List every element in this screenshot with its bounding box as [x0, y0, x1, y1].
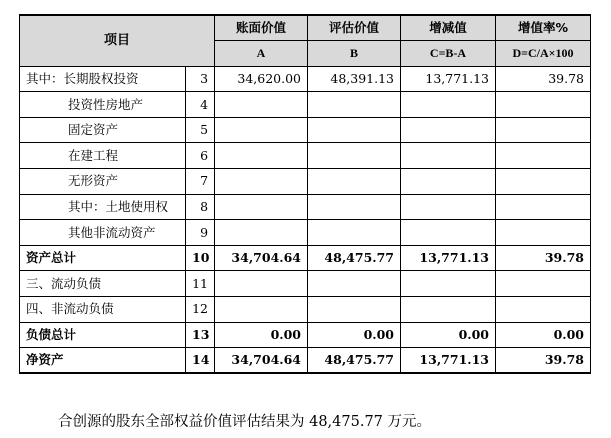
cell-change: 13,771.13	[401, 245, 496, 271]
cell-change	[401, 92, 496, 118]
table-body	[20, 66, 591, 373]
cell-change-rate	[496, 92, 591, 118]
cell-change	[401, 117, 496, 143]
table-row	[20, 220, 591, 246]
cell-appraised-value	[308, 271, 401, 297]
row-label: 无形资产	[20, 169, 186, 195]
cell-book-value: 0.00	[215, 322, 308, 348]
row-line-number: 7	[186, 169, 215, 195]
cell-change	[401, 220, 496, 246]
cell-appraised-value: 48,475.77	[308, 245, 401, 271]
row-label: 投资性房地产	[20, 92, 186, 118]
cell-change-rate	[496, 220, 591, 246]
table-row	[20, 245, 591, 271]
row-label: 其中：长期股权投资	[20, 66, 186, 92]
row-line-number: 9	[186, 220, 215, 246]
row-line-number: 4	[186, 92, 215, 118]
cell-change	[401, 194, 496, 220]
cell-change: 13,771.13	[401, 66, 496, 92]
cell-change-rate: 39.78	[496, 245, 591, 271]
table-row	[20, 322, 591, 348]
cell-change-rate	[496, 169, 591, 195]
cell-appraised-value	[308, 117, 401, 143]
row-label: 其中：土地使用权	[20, 194, 186, 220]
cell-change	[401, 297, 496, 323]
row-line-number: 11	[186, 271, 215, 297]
table-row	[20, 194, 591, 220]
row-label: 净资产	[20, 348, 186, 374]
cell-book-value: 34,704.64	[215, 245, 308, 271]
cell-book-value	[215, 194, 308, 220]
valuation-result-note: 合创源的股东全部权益价值评估结果为 48,475.77 万元。	[58, 414, 432, 430]
cell-change-rate: 39.78	[496, 66, 591, 92]
row-line-number: 13	[186, 322, 215, 348]
cell-appraised-value	[308, 169, 401, 195]
header-col-b: B	[308, 41, 401, 67]
cell-appraised-value	[308, 92, 401, 118]
header-col-c: C=B-A	[401, 41, 496, 67]
cell-book-value	[215, 117, 308, 143]
table-row	[20, 143, 591, 169]
cell-change-rate: 39.78	[496, 348, 591, 374]
cell-change-rate: 0.00	[496, 322, 591, 348]
cell-appraised-value: 0.00	[308, 322, 401, 348]
cell-change-rate	[496, 143, 591, 169]
table-row	[20, 66, 591, 92]
cell-change: 13,771.13	[401, 348, 496, 374]
cell-change	[401, 169, 496, 195]
row-label: 其他非流动资产	[20, 220, 186, 246]
row-line-number: 6	[186, 143, 215, 169]
row-line-number: 3	[186, 66, 215, 92]
header-col-a: A	[215, 41, 308, 67]
header-col-d: D=C/A×100	[496, 41, 591, 67]
cell-book-value	[215, 271, 308, 297]
cell-appraised-value	[308, 220, 401, 246]
cell-book-value	[215, 220, 308, 246]
cell-change: 0.00	[401, 322, 496, 348]
header-book-value: 账面价值	[215, 15, 308, 41]
cell-appraised-value	[308, 194, 401, 220]
cell-book-value: 34,620.00	[215, 66, 308, 92]
row-label: 在建工程	[20, 143, 186, 169]
cell-change-rate	[496, 117, 591, 143]
row-line-number: 14	[186, 348, 215, 374]
table-row	[20, 169, 591, 195]
row-label: 三、流动负债	[20, 271, 186, 297]
valuation-summary-table	[19, 14, 591, 374]
row-line-number: 8	[186, 194, 215, 220]
cell-book-value	[215, 169, 308, 195]
header-change: 增减值	[401, 15, 496, 41]
header-change-rate: 增值率%	[496, 15, 591, 41]
cell-change	[401, 271, 496, 297]
row-line-number: 5	[186, 117, 215, 143]
cell-change	[401, 143, 496, 169]
cell-change-rate	[496, 194, 591, 220]
cell-change-rate	[496, 297, 591, 323]
cell-appraised-value: 48,391.13	[308, 66, 401, 92]
table-row	[20, 117, 591, 143]
cell-book-value: 34,704.64	[215, 348, 308, 374]
row-line-number: 12	[186, 297, 215, 323]
cell-book-value	[215, 143, 308, 169]
cell-book-value	[215, 297, 308, 323]
cell-book-value	[215, 92, 308, 118]
row-line-number: 10	[186, 245, 215, 271]
table-row	[20, 92, 591, 118]
table-row	[20, 348, 591, 374]
valuation-table-container	[19, 14, 591, 374]
table-row	[20, 271, 591, 297]
header-appraised-value: 评估价值	[308, 15, 401, 41]
cell-appraised-value: 48,475.77	[308, 348, 401, 374]
header-item: 项目	[20, 15, 215, 66]
row-label: 负债总计	[20, 322, 186, 348]
cell-appraised-value	[308, 143, 401, 169]
table-row	[20, 297, 591, 323]
cell-change-rate	[496, 271, 591, 297]
row-label: 四、非流动负债	[20, 297, 186, 323]
row-label: 固定资产	[20, 117, 186, 143]
header-row	[20, 15, 591, 41]
cell-appraised-value	[308, 297, 401, 323]
row-label: 资产总计	[20, 245, 186, 271]
